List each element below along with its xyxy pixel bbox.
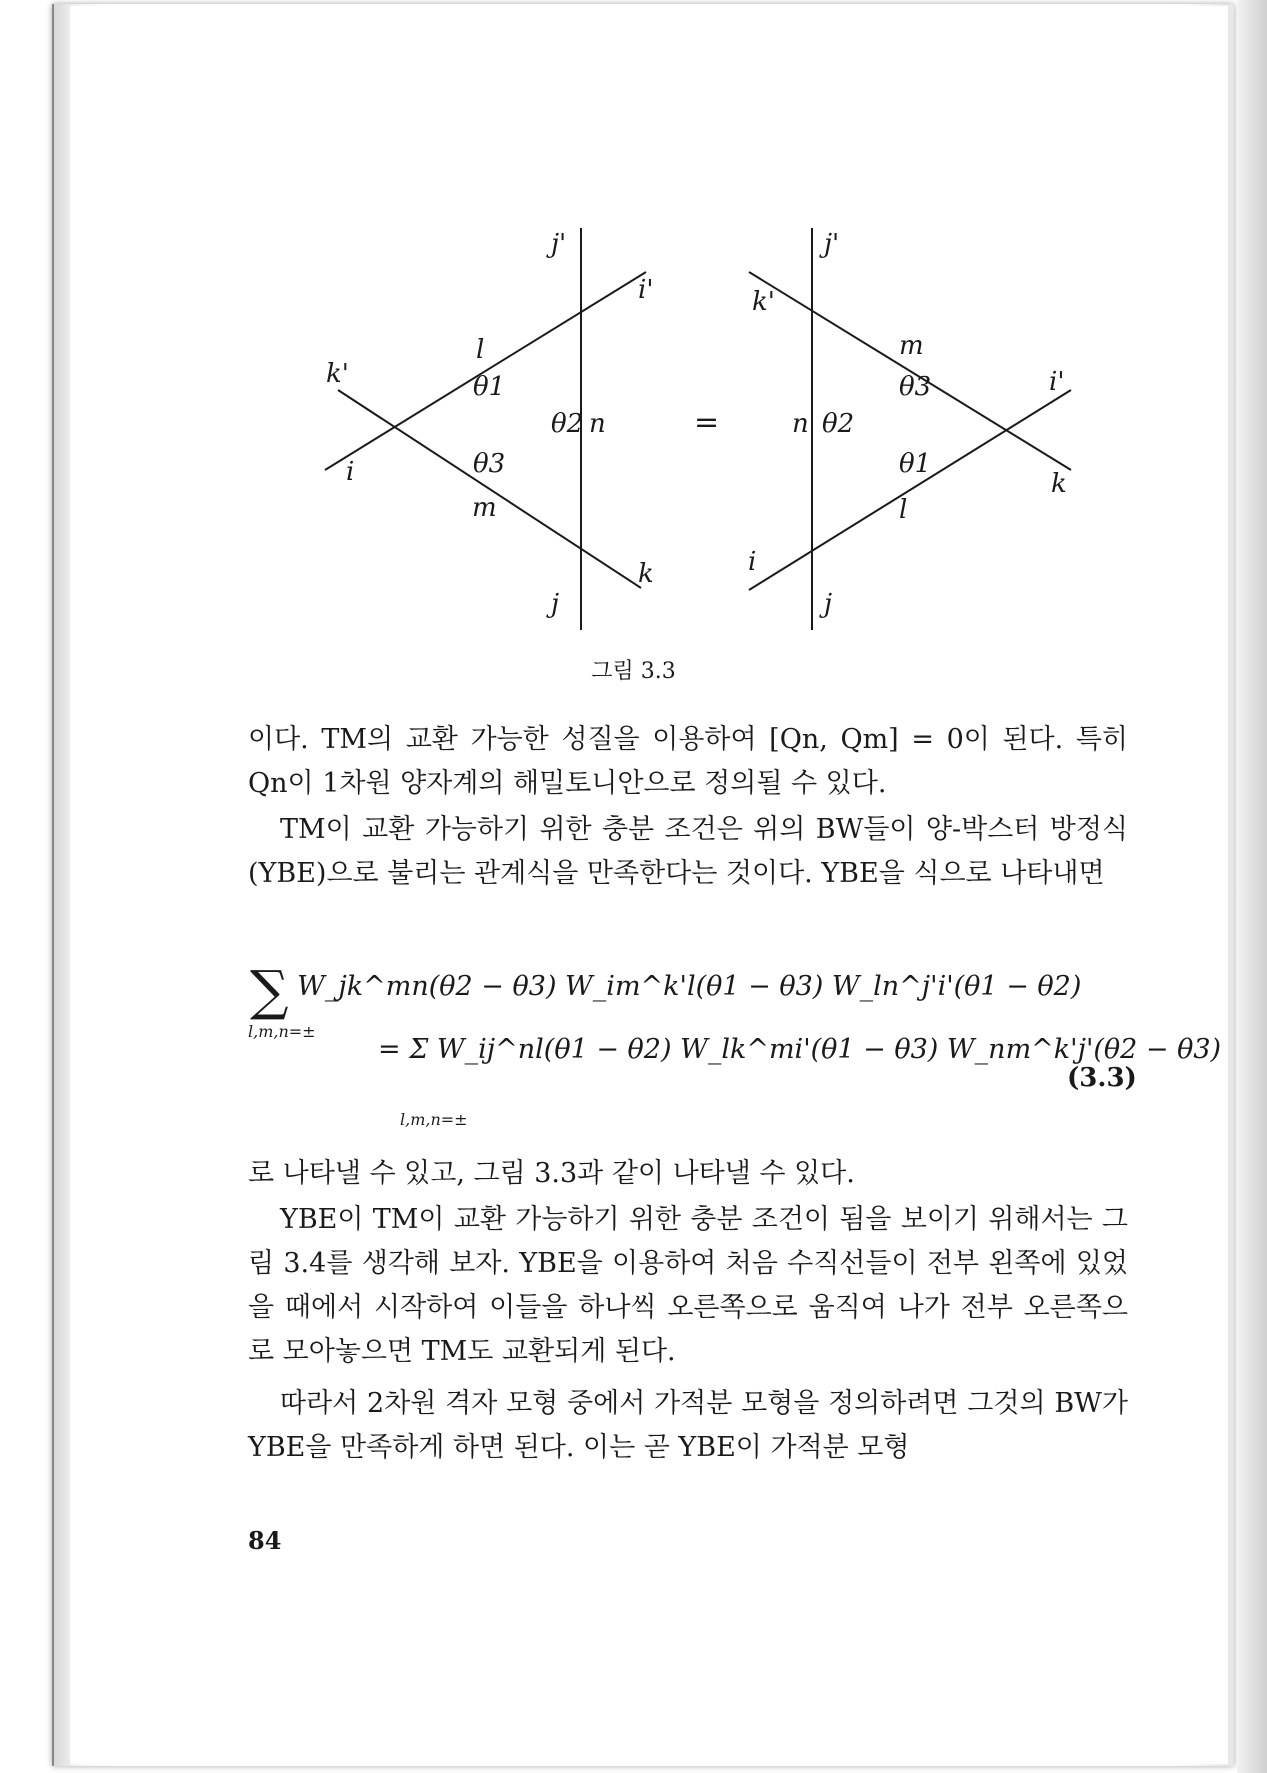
paragraph-5: 따라서 2차원 격자 모형 중에서 가적분 모형을 정의하려면 그것의 BW가 YBE을 만족하게 하면 된다. 이는 곧 YBE이 가적분 모형 — [248, 1388, 1128, 1463]
label-left-iprime: i' — [638, 275, 654, 305]
label-left-jprime: j' — [551, 229, 567, 259]
label-right-i: i — [748, 547, 757, 577]
paragraph-1: 이다. TM의 교환 가능한 성질을 이용하여 [Qn, Qm] = 0이 된다. 특히 Qn이 1차원 양자계의 해밀토니안으로 정의될 수 있다. — [248, 724, 1128, 799]
label-right-kprime: k' — [752, 287, 775, 317]
label-left-j: j — [551, 589, 560, 619]
yang-baxter-figure — [0, 0, 1267, 700]
label-right-l: l — [899, 495, 908, 525]
equation-sum-index-1: l,m,n=± — [248, 1022, 316, 1041]
label-right-theta2: θ2 — [822, 409, 855, 439]
label-right-k: k — [1051, 469, 1067, 499]
label-left-k: k — [638, 559, 654, 589]
equals-sign: = — [694, 405, 720, 440]
right-upper-diagonal — [749, 272, 1071, 470]
label-right-n: n — [792, 409, 809, 439]
label-left-l: l — [476, 335, 485, 365]
label-left-m: m — [472, 493, 497, 523]
figure-caption: 그림 3.3 — [591, 659, 676, 684]
equation-line-1-terms: W_jk^mn(θ2 − θ3) W_im^k'l(θ1 − θ3) W_ln^j'i'(θ1 − θ2) — [297, 971, 1082, 1002]
label-left-theta3: θ3 — [473, 449, 506, 479]
label-right-iprime: i' — [1049, 367, 1065, 397]
label-left-theta1: θ1 — [473, 372, 506, 402]
equation-sum-index-2: l,m,n=± — [400, 1110, 468, 1129]
label-right-theta3: θ3 — [899, 372, 932, 402]
label-right-m: m — [899, 331, 924, 361]
left-upper-diagonal — [325, 272, 646, 470]
label-right-theta1: θ1 — [899, 449, 932, 479]
label-left-theta2: θ2 — [551, 409, 584, 439]
paragraph-4: YBE이 TM이 교환 가능하기 위한 충분 조건이 됨을 보이기 위해서는 그림 3.4를 생각해 보자. YBE을 이용하여 처음 수직선들이 전부 왼쪽에 있었을 때에서 시작하여 이들을 하나씩 오른쪽으로 움직여 나가 전부 오른쪽으로 모아놓으면 TM도 교환되게 된다. — [248, 1204, 1128, 1367]
equation-line-1 — [250, 959, 1082, 1022]
page-number: 84 — [248, 1526, 282, 1555]
label-left-n: n — [589, 409, 606, 439]
figure-left-labels — [326, 229, 654, 619]
label-left-i: i — [346, 457, 355, 487]
label-right-jprime: j' — [824, 229, 840, 259]
equation-number: (3.3) — [1067, 1063, 1137, 1093]
label-left-kprime: k' — [326, 359, 349, 389]
label-right-j: j — [824, 589, 833, 619]
sum-symbol: ∑ — [250, 959, 289, 1022]
paragraph-3: 로 나타낼 수 있고, 그림 3.3과 같이 나타낼 수 있다. — [248, 1158, 855, 1189]
paragraph-2: TM이 교환 가능하기 위한 충분 조건은 위의 BW들이 양-박스터 방정식(YBE)으로 불리는 관계식을 만족한다는 것이다. YBE을 식으로 나타내면 — [248, 814, 1128, 889]
equation-line-2-terms: = Σ W_ij^nl(θ1 − θ2) W_lk^mi'(θ1 − θ3) W_nm^k'j'(θ2 − θ3) — [378, 1034, 1222, 1065]
